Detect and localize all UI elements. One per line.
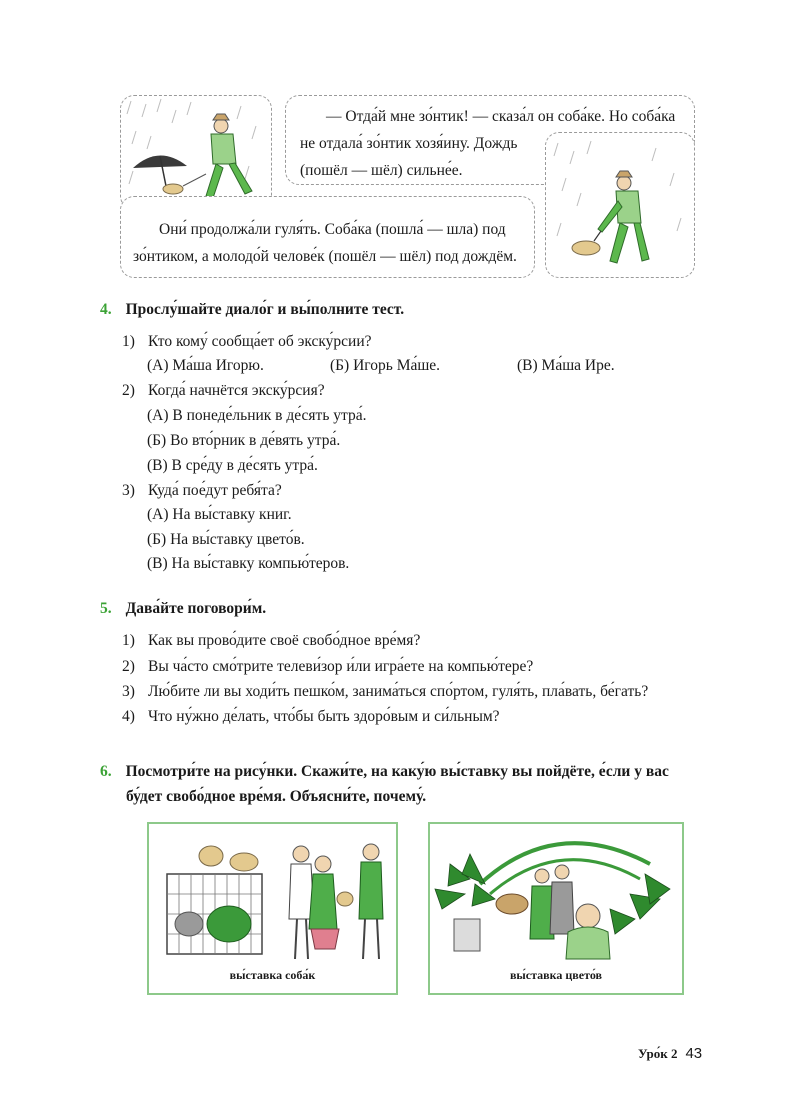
ex5-question-2: 2) Вы ча́сто смо́трите телеви́зор и́ли игра́ете на компью́тере? xyxy=(122,658,534,675)
ex4-question-2: 2) Когда́ начнётся экску́рсия? xyxy=(122,382,325,399)
ex4-q2-option-a[interactable]: (А) В понеде́льник в де́сять утра́. xyxy=(147,407,367,424)
ex4-q3-option-b[interactable]: (Б) На вы́ставку цвето́в. xyxy=(147,531,305,548)
exercise-5-number: 5. xyxy=(100,600,112,617)
flower-exhibition-figure xyxy=(428,822,684,995)
exercise-6-title-line-2: бу́дет свобо́дное вре́мя. Объясни́те, почему́. xyxy=(126,788,427,805)
ex4-q3-option-a[interactable]: (А) На вы́ставку книг. xyxy=(147,506,292,523)
ex4-q2-option-c[interactable]: (В) В сре́ду в де́сять утра́. xyxy=(147,457,318,474)
flower-exhibition-caption: вы́ставка цвето́в xyxy=(509,968,603,982)
exercise-4-title: Прослу́шайте диало́г и вы́полните тест. xyxy=(125,301,405,318)
dog-exhibition-illustration xyxy=(149,824,396,964)
ex4-q1-option-b[interactable]: (Б) Игорь Ма́ше. xyxy=(330,357,441,374)
story-bottom-line-2: зо́нтиком, а молодо́й челове́к (пошёл — шёл) под дождём. xyxy=(133,248,517,265)
exercise-6-title-line-1: Посмотри́те на рису́нки. Скажи́те, на каку́ю вы́ставку вы пойдёте, е́сли у вас xyxy=(125,763,669,780)
ex4-q1-option-c[interactable]: (В) Ма́ша Ире. xyxy=(517,357,615,374)
ex5-question-4: 4) Что ну́жно де́лать, что́бы быть здоро́вым и си́льным? xyxy=(122,708,500,725)
lesson-label: Уро́к 2 xyxy=(638,1046,678,1061)
exercise-4-number: 4. xyxy=(100,301,112,318)
story-top-text xyxy=(300,103,695,184)
exercise-6-heading xyxy=(100,759,720,809)
story-panel-left xyxy=(120,95,272,210)
exercise-6-number: 6. xyxy=(100,763,112,780)
dog-exhibition-figure xyxy=(147,822,398,995)
ex4-q2-option-b[interactable]: (Б) Во вто́рник в де́вять утра́. xyxy=(147,432,341,449)
dog-exhibition-caption: вы́ставка соба́к xyxy=(229,968,316,982)
page-footer xyxy=(638,1045,702,1062)
ex4-question-3: 3) Куда́ пое́дут ребя́та? xyxy=(122,482,282,499)
story-top-line-1: — Отда́й мне зо́нтик! — сказа́л он соба́ке. Но соба́ка xyxy=(326,108,676,125)
story-top-line-3: (пошёл — шёл) сильне́е. xyxy=(300,162,463,179)
flower-exhibition-illustration xyxy=(430,824,682,964)
story-top-line-2: не отдала́ зо́нтик хозя́ину. Дождь xyxy=(300,135,518,152)
exercise-5-heading xyxy=(100,600,266,618)
exercise-5-title: Дава́йте поговори́м. xyxy=(125,600,267,617)
man-with-umbrella-illustration xyxy=(121,96,271,209)
story-bottom-line-1: Они́ продолжа́ли гуля́ть. Соба́ка (пошла́ — шла) под xyxy=(159,221,506,238)
ex4-q1-option-a[interactable]: (А) Ма́ша Игорю. xyxy=(147,357,264,374)
ex5-question-3: 3) Лю́бите ли вы ходи́ть пешко́м, занима́ться спо́ртом, гуля́ть, пла́вать, бе́гать? xyxy=(122,683,649,700)
exercise-4-heading xyxy=(100,301,404,319)
ex5-question-1: 1) Как вы прово́дите своё свобо́дное вре́мя? xyxy=(122,632,421,649)
ex4-question-1: 1) Кто кому́ сообща́ет об экску́рсии? xyxy=(122,333,372,350)
page-number: 43 xyxy=(685,1045,703,1062)
ex4-q3-option-c[interactable]: (В) На вы́ставку компью́теров. xyxy=(147,555,350,572)
story-bottom-text xyxy=(133,216,533,270)
